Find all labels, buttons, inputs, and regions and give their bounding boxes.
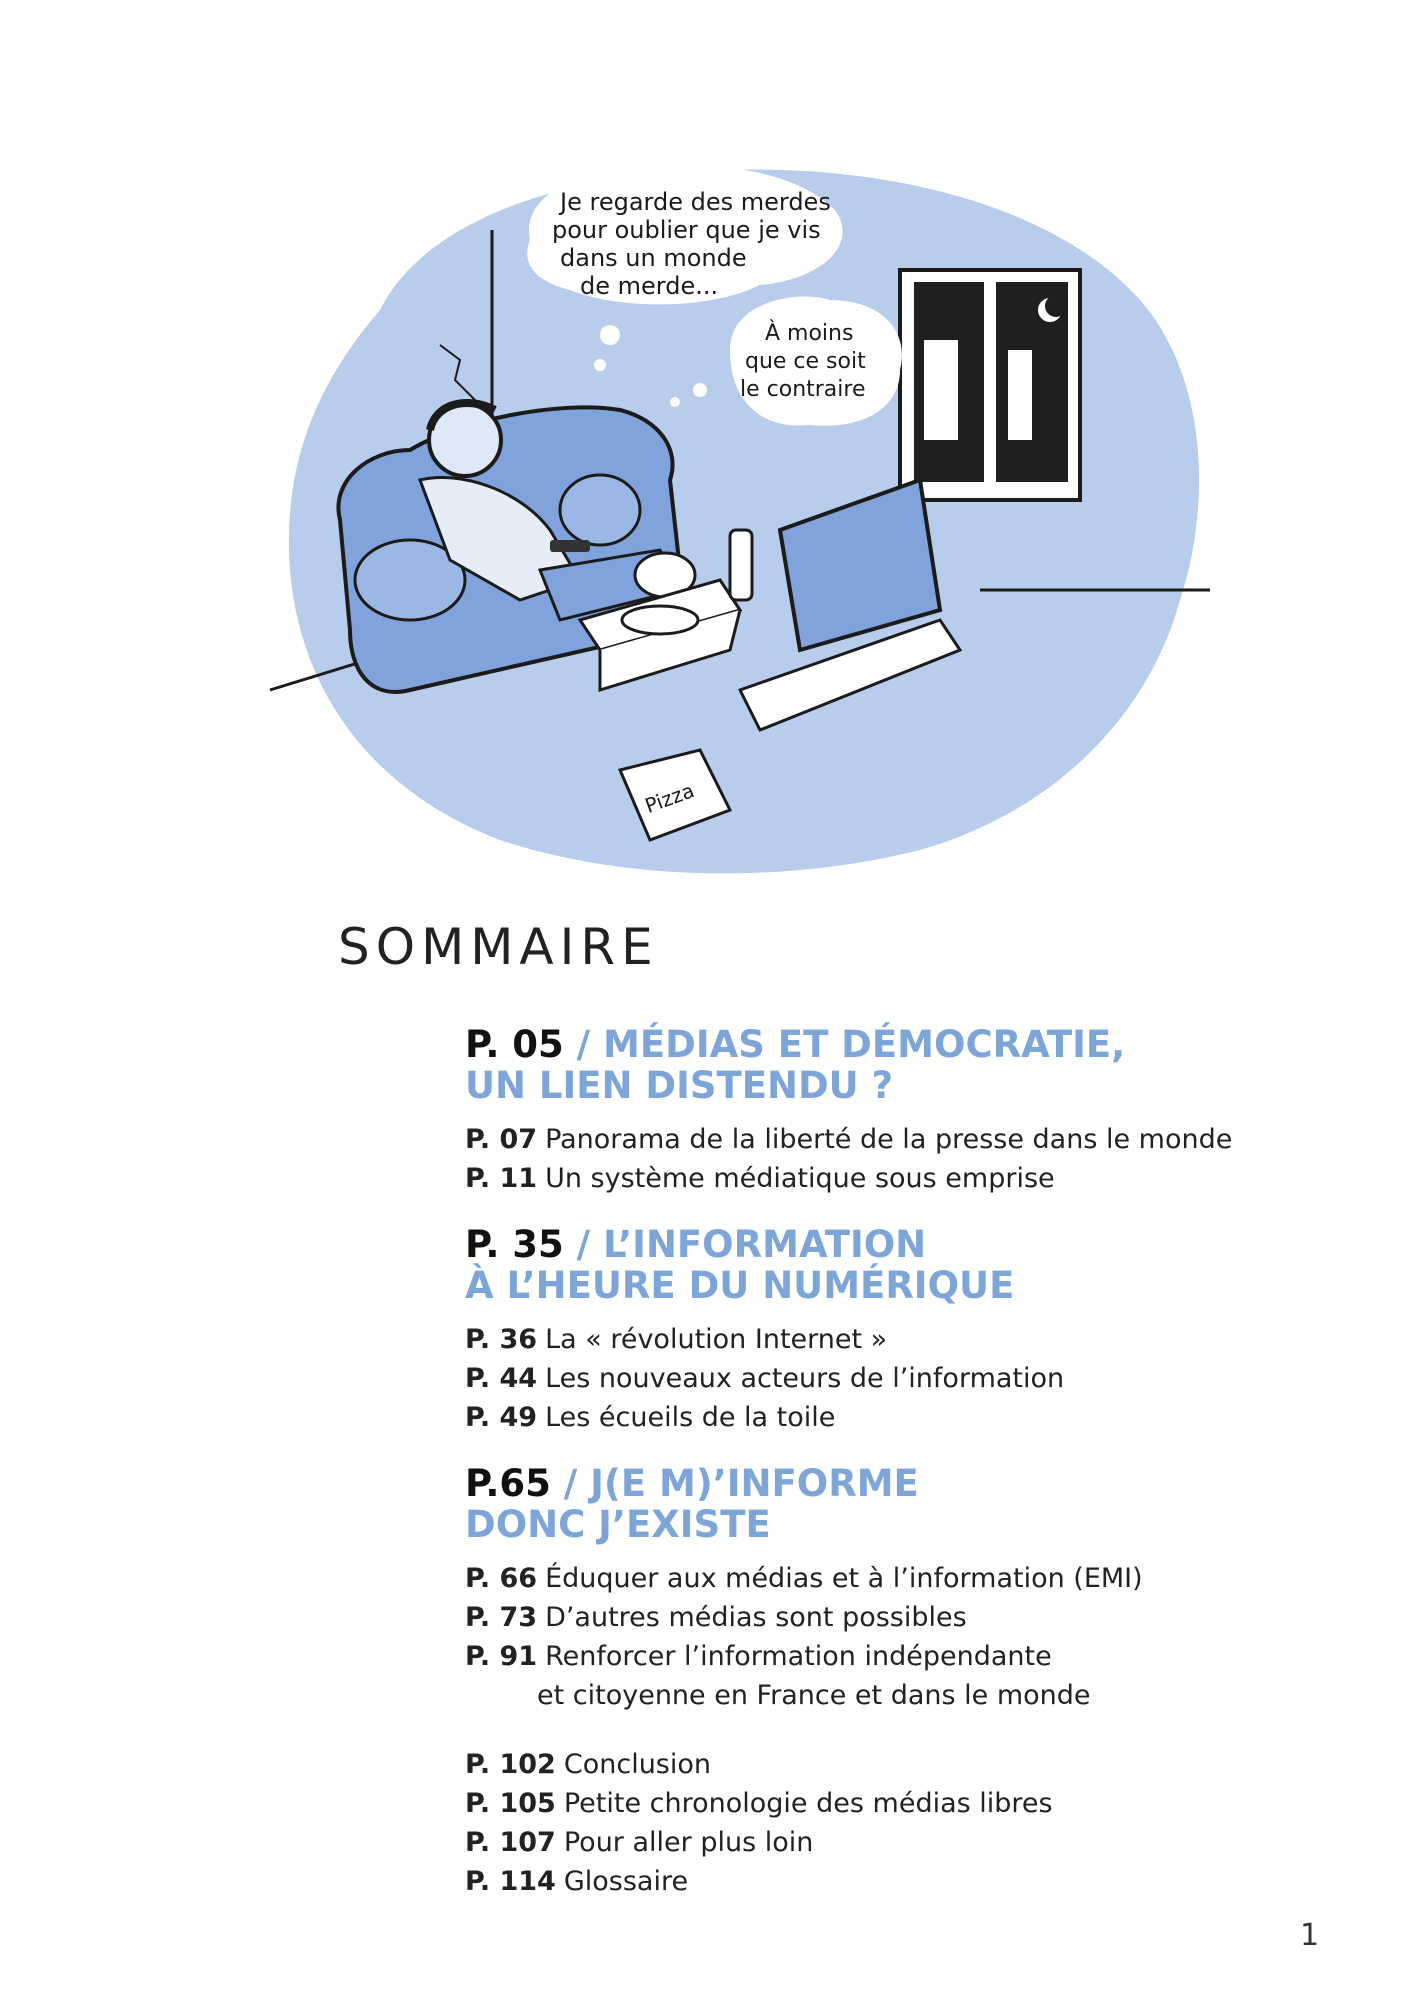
section-title-line-2: DONC J’EXISTE bbox=[465, 1503, 771, 1546]
entry-page: P. 107 bbox=[465, 1827, 556, 1858]
bubble-1-line-4: de merde... bbox=[580, 272, 719, 300]
toc-entry bbox=[465, 1745, 1325, 1784]
page-title: SOMMAIRE bbox=[338, 918, 659, 976]
entry-page: P. 91 bbox=[465, 1641, 538, 1672]
entry-page: P. 36 bbox=[465, 1324, 538, 1355]
toc-entry bbox=[465, 1559, 1325, 1598]
section-heading bbox=[465, 1224, 1325, 1306]
section-title-line-2: UN LIEN DISTENDU ? bbox=[465, 1064, 894, 1107]
toc-entry bbox=[465, 1637, 1325, 1676]
toc-entry bbox=[465, 1862, 1325, 1901]
entry-page: P. 105 bbox=[465, 1788, 556, 1819]
cartoon-illustration bbox=[260, 150, 1220, 890]
entry-text: Glossaire bbox=[563, 1866, 689, 1897]
toc-entry-continuation bbox=[465, 1676, 1325, 1715]
entry-page: P. 49 bbox=[465, 1402, 538, 1433]
entry-text: Éduquer aux médias et à l’information (EMI) bbox=[545, 1563, 1143, 1594]
entry-text: Petite chronologie des médias libres bbox=[563, 1788, 1053, 1819]
entry-text: D’autres médias sont possibles bbox=[545, 1602, 967, 1633]
toc-section-2 bbox=[465, 1224, 1325, 1437]
entry-text: Panorama de la liberté de la presse dans le monde bbox=[545, 1124, 1233, 1155]
bubble-1-line-3: dans un monde bbox=[560, 244, 747, 272]
bubble-2-line-3: le contraire bbox=[740, 377, 866, 402]
pizza-box-label: Pizza bbox=[641, 778, 698, 818]
toc-extras bbox=[465, 1745, 1325, 1901]
bubble-1-line-1: Je regarde des merdes bbox=[560, 188, 831, 216]
section-title-line-1: / J(E M)’INFORME bbox=[563, 1462, 919, 1505]
toc-entry bbox=[465, 1359, 1325, 1398]
section-page: P. 05 bbox=[465, 1023, 564, 1066]
window bbox=[900, 270, 1080, 500]
page-number: 1 bbox=[1300, 1918, 1320, 1953]
entry-page: P. 73 bbox=[465, 1602, 538, 1633]
entry-page: P. 114 bbox=[465, 1866, 556, 1897]
toc-entry bbox=[465, 1823, 1325, 1862]
entry-text-continuation: et citoyenne en France et dans le monde bbox=[537, 1680, 1091, 1711]
toc-entry bbox=[465, 1159, 1325, 1198]
entry-page: P. 102 bbox=[465, 1749, 556, 1780]
toc-entry bbox=[465, 1784, 1325, 1823]
table-of-contents bbox=[465, 1024, 1325, 1901]
section-page: P.65 bbox=[465, 1462, 551, 1505]
section-heading bbox=[465, 1463, 1325, 1545]
toc-section-1 bbox=[465, 1024, 1325, 1198]
toc-section-3 bbox=[465, 1463, 1325, 1715]
entry-text: Un système médiatique sous emprise bbox=[545, 1163, 1055, 1194]
entry-text: Conclusion bbox=[563, 1749, 712, 1780]
entry-text: Renforcer l’information indépendante bbox=[545, 1641, 1052, 1672]
entry-page: P. 11 bbox=[465, 1163, 538, 1194]
section-page: P. 35 bbox=[465, 1223, 564, 1266]
section-title-line-2: À L’HEURE DU NUMÉRIQUE bbox=[465, 1264, 1015, 1307]
section-title-line-1: / L’INFORMATION bbox=[576, 1223, 927, 1266]
bubble-2-line-2: que ce soit bbox=[745, 349, 866, 374]
entry-text: La « révolution Internet » bbox=[545, 1324, 888, 1355]
toc-entry bbox=[465, 1320, 1325, 1359]
toc-entry bbox=[465, 1598, 1325, 1637]
section-heading bbox=[465, 1024, 1325, 1106]
entry-text: Les écueils de la toile bbox=[545, 1402, 836, 1433]
entry-page: P. 07 bbox=[465, 1124, 538, 1155]
toc-entry bbox=[465, 1398, 1325, 1437]
bubble-1-line-2: pour oublier que je vis bbox=[552, 216, 821, 244]
toc-entry bbox=[465, 1120, 1325, 1159]
bubble-2-line-1: À moins bbox=[765, 321, 854, 346]
section-title-line-1: / MÉDIAS ET DÉMOCRATIE, bbox=[576, 1023, 1126, 1066]
entry-text: Les nouveaux acteurs de l’information bbox=[545, 1363, 1065, 1394]
entry-text: Pour aller plus loin bbox=[563, 1827, 814, 1858]
entry-page: P. 66 bbox=[465, 1563, 538, 1594]
entry-page: P. 44 bbox=[465, 1363, 538, 1394]
